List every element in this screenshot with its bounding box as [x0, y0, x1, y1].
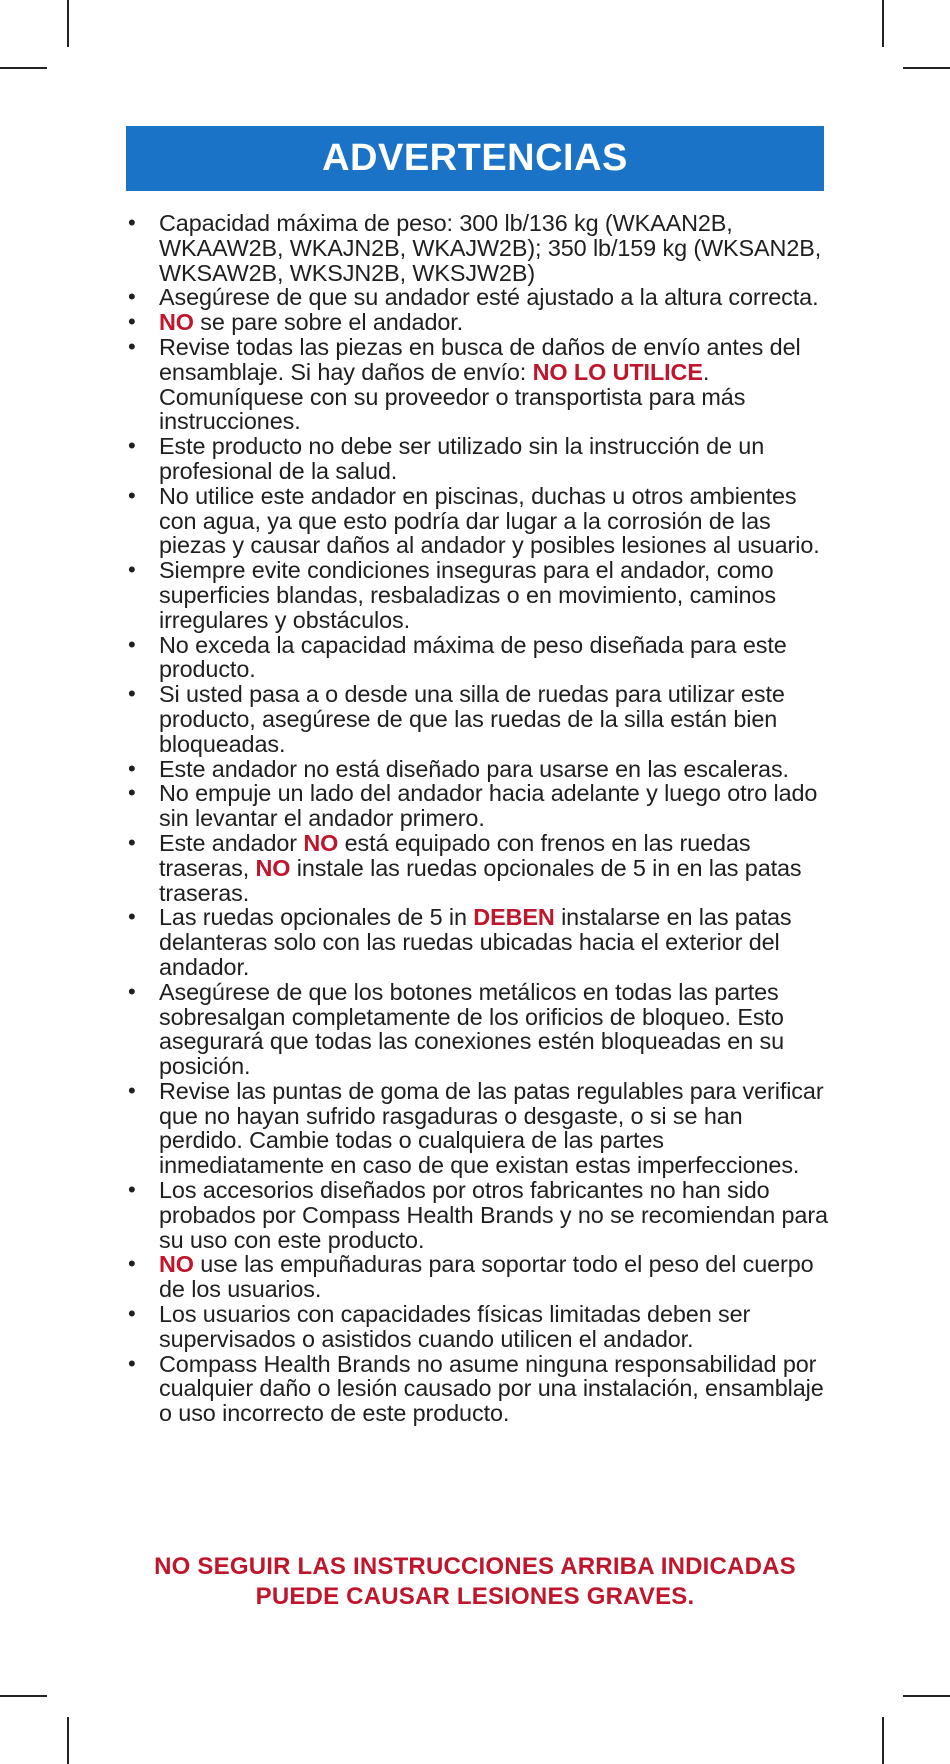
- warning-text: Los accesorios diseñados por otros fabricantes no han sido probados por Compass Health Brands y no se recomiendan para su uso con este producto.: [159, 1177, 828, 1253]
- warnings-list: [126, 211, 832, 1426]
- warning-item: [126, 335, 832, 434]
- warning-text: No empuje un lado del andador hacia adelante y luego otro lado sin levantar el andador primero.: [159, 780, 818, 832]
- warning-item: [126, 434, 832, 484]
- bullet-icon: •: [128, 1077, 136, 1103]
- warning-text: Las ruedas opcionales de 5 in: [159, 904, 474, 931]
- crop-mark: [903, 1695, 950, 1697]
- warning-item: [126, 1079, 832, 1178]
- warning-item: [126, 980, 832, 1079]
- bullet-icon: •: [128, 978, 136, 1004]
- warning-text: Este andador: [159, 829, 304, 856]
- bullet-icon: •: [128, 681, 136, 707]
- bullet-icon: •: [128, 210, 136, 235]
- warning-item: [126, 1352, 832, 1426]
- warning-item: [126, 558, 832, 632]
- warning-text: Este andador no está diseñado para usarse en las escaleras.: [159, 755, 789, 782]
- warning-item: [126, 285, 832, 310]
- warning-item: [126, 484, 832, 558]
- warning-text: Asegúrese de que su andador esté ajustado a la altura correcta.: [159, 284, 819, 311]
- warning-text: Los usuarios con capacidades físicas limitadas deben ser supervisados o asistidos cuando utilicen el andador.: [159, 1301, 751, 1352]
- page-title: ADVERTENCIAS: [322, 137, 628, 179]
- bullet-icon: •: [128, 333, 136, 359]
- warning-text: se pare sobre el andador.: [193, 309, 464, 336]
- crop-mark: [0, 67, 47, 69]
- bullet-icon: •: [128, 780, 136, 806]
- bullet-icon: •: [128, 631, 136, 657]
- warning-item: [126, 757, 832, 782]
- final-warning-line-2: PUEDE CAUSAR LESIONES GRAVES.: [255, 1583, 695, 1610]
- final-warning-line-1: NO SEGUIR LAS INSTRUCCIONES ARRIBA INDICADAS: [154, 1553, 796, 1580]
- bullet-icon: •: [128, 433, 136, 459]
- warning-text: . Comuníquese con su proveedor o transportista para más instrucciones.: [159, 358, 746, 435]
- bullet-icon: •: [128, 904, 136, 930]
- warning-item: [126, 781, 832, 831]
- warning-text: No utilice este andador en piscinas, duchas u otros ambientes con agua, ya que esto podría dar lugar a la corrosión de las piezas y causar daños al andador y posibles lesiones al usuario.: [159, 482, 820, 559]
- crop-mark: [903, 67, 950, 69]
- bullet-icon: •: [128, 284, 136, 310]
- bullet-icon: •: [128, 1350, 136, 1376]
- warning-text: Capacidad máxima de peso: 300 lb/136 kg (WKAAN2B, WKAAW2B, WKAJN2B, WKAJW2B); 350 lb/159 kg (WKSAN2B, WKSAW2B, WKSJN2B, WKSJW2B): [159, 210, 822, 286]
- bullet-icon: •: [128, 1251, 136, 1277]
- warning-emphasis: NO: [159, 309, 194, 336]
- warning-item: [126, 905, 832, 979]
- bullet-icon: •: [128, 309, 136, 335]
- warning-item: [126, 831, 832, 905]
- warning-emphasis: NO: [255, 854, 291, 881]
- bullet-icon: •: [128, 829, 136, 855]
- crop-mark: [0, 1695, 47, 1697]
- crop-mark: [882, 0, 884, 47]
- warning-text: Si usted pasa a o desde una silla de ruedas para utilizar este producto, asegúrese de que las ruedas de la silla están bien bloqueadas.: [159, 681, 785, 757]
- warning-text: Siempre evite condiciones inseguras para el andador, como superficies blandas, resbaladizas o en movimiento, caminos irregulares y obstáculos.: [159, 557, 776, 633]
- bullet-icon: •: [128, 755, 136, 781]
- warning-item: [126, 1178, 832, 1252]
- warning-item: [126, 682, 832, 756]
- warning-text: No exceda la capacidad máxima de peso diseñada para este producto.: [159, 631, 787, 683]
- warning-text: use las empuñaduras para soportar todo el peso del cuerpo de los usuarios.: [159, 1251, 814, 1303]
- warning-text: Compass Health Brands no asume ninguna responsabilidad por cualquier daño o lesión causado por una instalación, ensamblaje o uso incorrecto de este producto.: [159, 1350, 824, 1427]
- warning-emphasis: NO LO UTILICE: [532, 358, 703, 385]
- warning-item: [126, 1302, 832, 1352]
- warning-item: [126, 310, 832, 335]
- warning-text: Revise las puntas de goma de las patas regulables para verificar que no hayan sufrido rasgaduras o desgaste, o si se han perdido. Cambie todas o cualquiera de las partes inmediatamente en caso de que existan estas imperfecciones.: [159, 1077, 824, 1179]
- warning-text: Asegúrese de que los botones metálicos en todas las partes sobresalgan completamente de los orificios de bloqueo. Esto asegurará que todas las conexiones estén bloqueadas en su posición.: [159, 978, 785, 1080]
- warning-emphasis: NO: [303, 829, 339, 856]
- warning-emphasis: NO: [159, 1251, 194, 1278]
- final-warning: [110, 1552, 840, 1612]
- bullet-icon: •: [128, 1301, 136, 1327]
- warning-text: Este producto no debe ser utilizado sin la instrucción de un profesional de la salud.: [159, 433, 765, 484]
- bullet-icon: •: [128, 557, 136, 583]
- bullet-icon: •: [128, 1177, 136, 1203]
- warnings-title-banner: [126, 126, 824, 191]
- warning-text: instalarse en las patas delanteras solo con las ruedas ubicadas hacia el exterior del andador.: [159, 904, 792, 980]
- warning-text: Revise todas las piezas en busca de daños de envío antes del ensamblaje. Si hay daños de envío:: [159, 333, 801, 385]
- warning-text: instale las ruedas opcionales de 5 in en las patas traseras.: [159, 854, 802, 906]
- warning-item: [126, 211, 832, 285]
- warning-item: [126, 1252, 832, 1302]
- crop-mark: [67, 1717, 69, 1764]
- warning-emphasis: DEBEN: [473, 904, 555, 931]
- warning-item: [126, 633, 832, 683]
- crop-mark: [67, 0, 69, 47]
- crop-mark: [882, 1717, 884, 1764]
- bullet-icon: •: [128, 482, 136, 508]
- warning-text: está equipado con frenos en las ruedas traseras,: [159, 829, 751, 881]
